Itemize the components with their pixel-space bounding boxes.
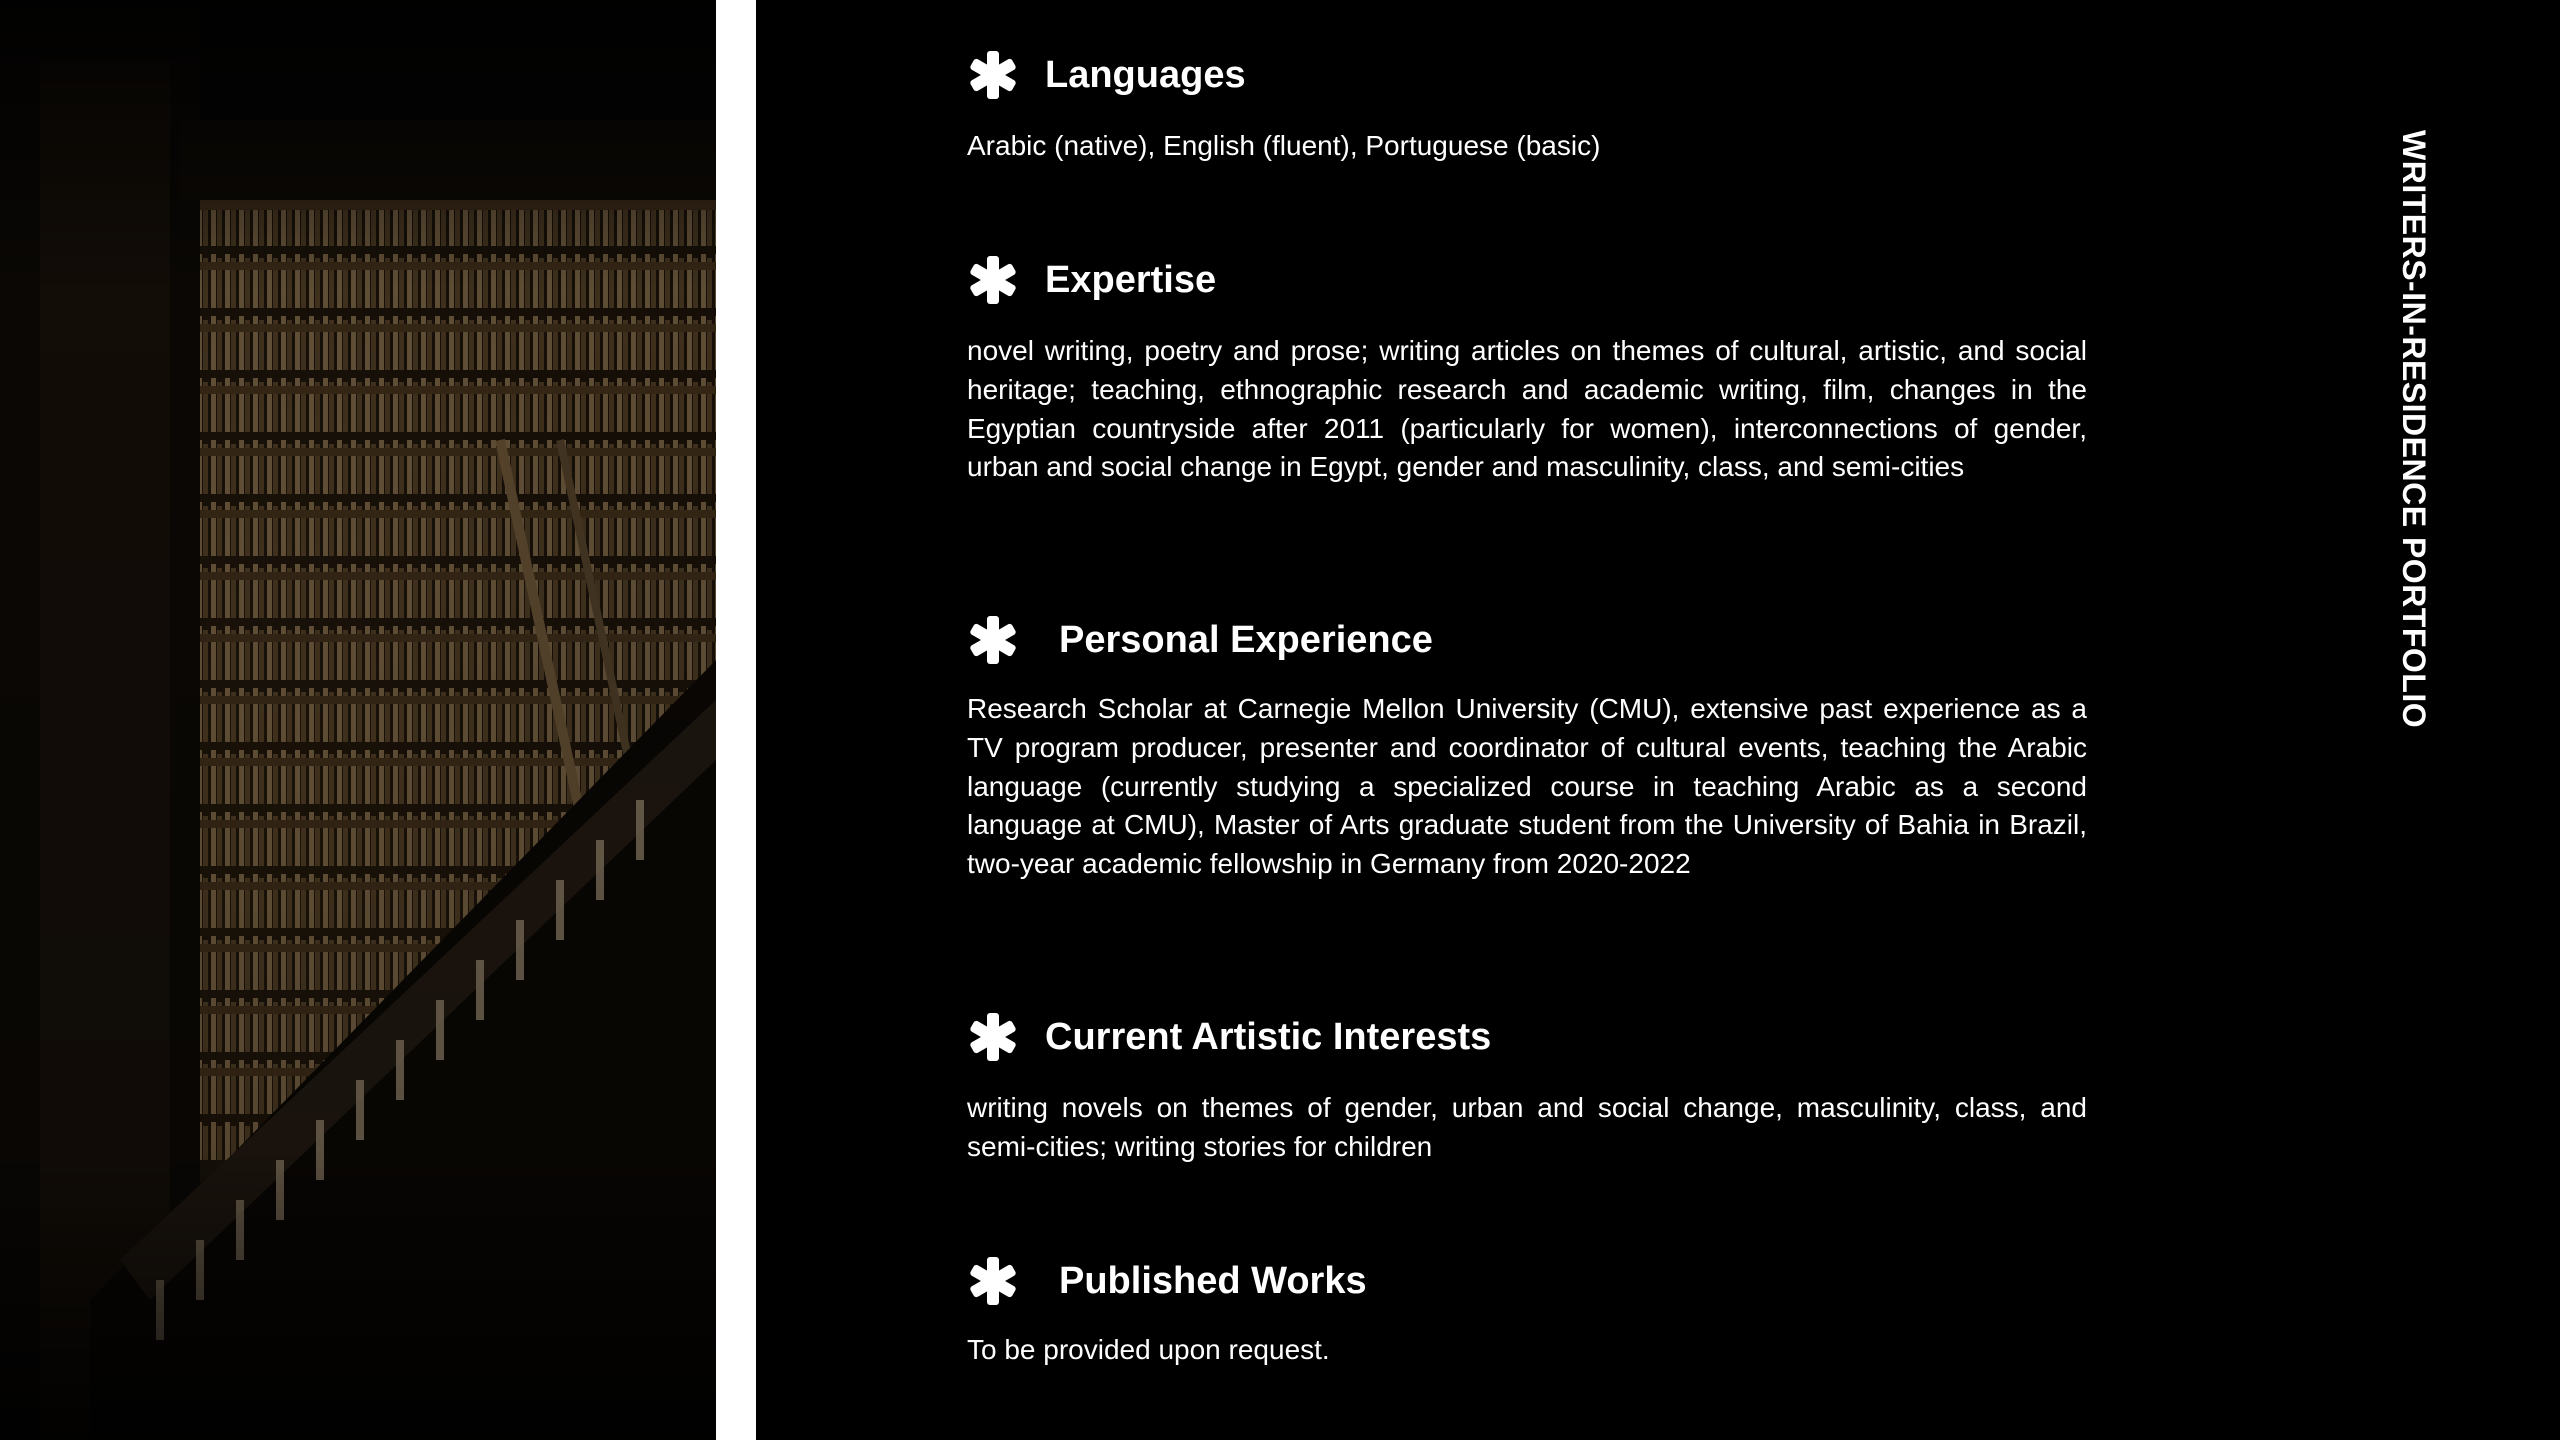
- section-title: Personal Experience: [1059, 618, 1433, 661]
- section-body: novel writing, poetry and prose; writing articles on themes of cultural, artistic, and social heritage; teaching, ethnographic research and academic writing, film, changes in the Egyptian countryside after 2011 (particularly for women), interconnections of gender, urban and social change in Egypt, gender and masculinity, class, and semi-cities: [967, 335, 2087, 483]
- section-personal-experience: [967, 610, 2087, 884]
- section-heading: [967, 45, 2087, 105]
- asterisk-icon: [967, 1011, 1019, 1063]
- asterisk-icon: [967, 49, 1019, 101]
- section-body: Arabic (native), English (fluent), Portuguese (basic): [967, 130, 1601, 161]
- section-current-artistic-interests: [967, 1007, 2087, 1167]
- section-title: Published Works: [1059, 1259, 1367, 1302]
- section-body: Research Scholar at Carnegie Mellon University (CMU), extensive past experience as a TV program producer, presenter and coordinator of cultural events, teaching the Arabic language (currently studying a specialized course in teaching Arabic as a second language at CMU), Master of Arts graduate student from the University of Bahia in Brazil, two-year academic fellowship in Germany from 2020-2022: [967, 693, 2087, 880]
- side-title: WRITERS-IN-RESIDENCE PORTFOLIO: [2396, 130, 2432, 729]
- section-published-works: [967, 1251, 2087, 1370]
- section-expertise: [967, 250, 2087, 487]
- section-heading: [967, 250, 2087, 310]
- library-bookshelf-image: [0, 0, 716, 1440]
- section-title: Expertise: [1045, 258, 1217, 301]
- section-languages: [967, 45, 2087, 166]
- asterisk-icon: [967, 1255, 1019, 1307]
- section-title: Languages: [1045, 53, 1246, 96]
- section-heading: [967, 1007, 2087, 1067]
- vertical-divider: [716, 0, 756, 1440]
- section-title: Current Artistic Interests: [1045, 1015, 1492, 1058]
- section-heading: [967, 1251, 2087, 1311]
- asterisk-icon: [967, 614, 1019, 666]
- asterisk-icon: [967, 254, 1019, 306]
- library-photo: [0, 0, 716, 1440]
- section-body: writing novels on themes of gender, urban and social change, masculinity, class, and semi-cities; writing stories for children: [967, 1092, 2087, 1162]
- section-heading: [967, 610, 2087, 670]
- section-body: To be provided upon request.: [967, 1334, 1330, 1365]
